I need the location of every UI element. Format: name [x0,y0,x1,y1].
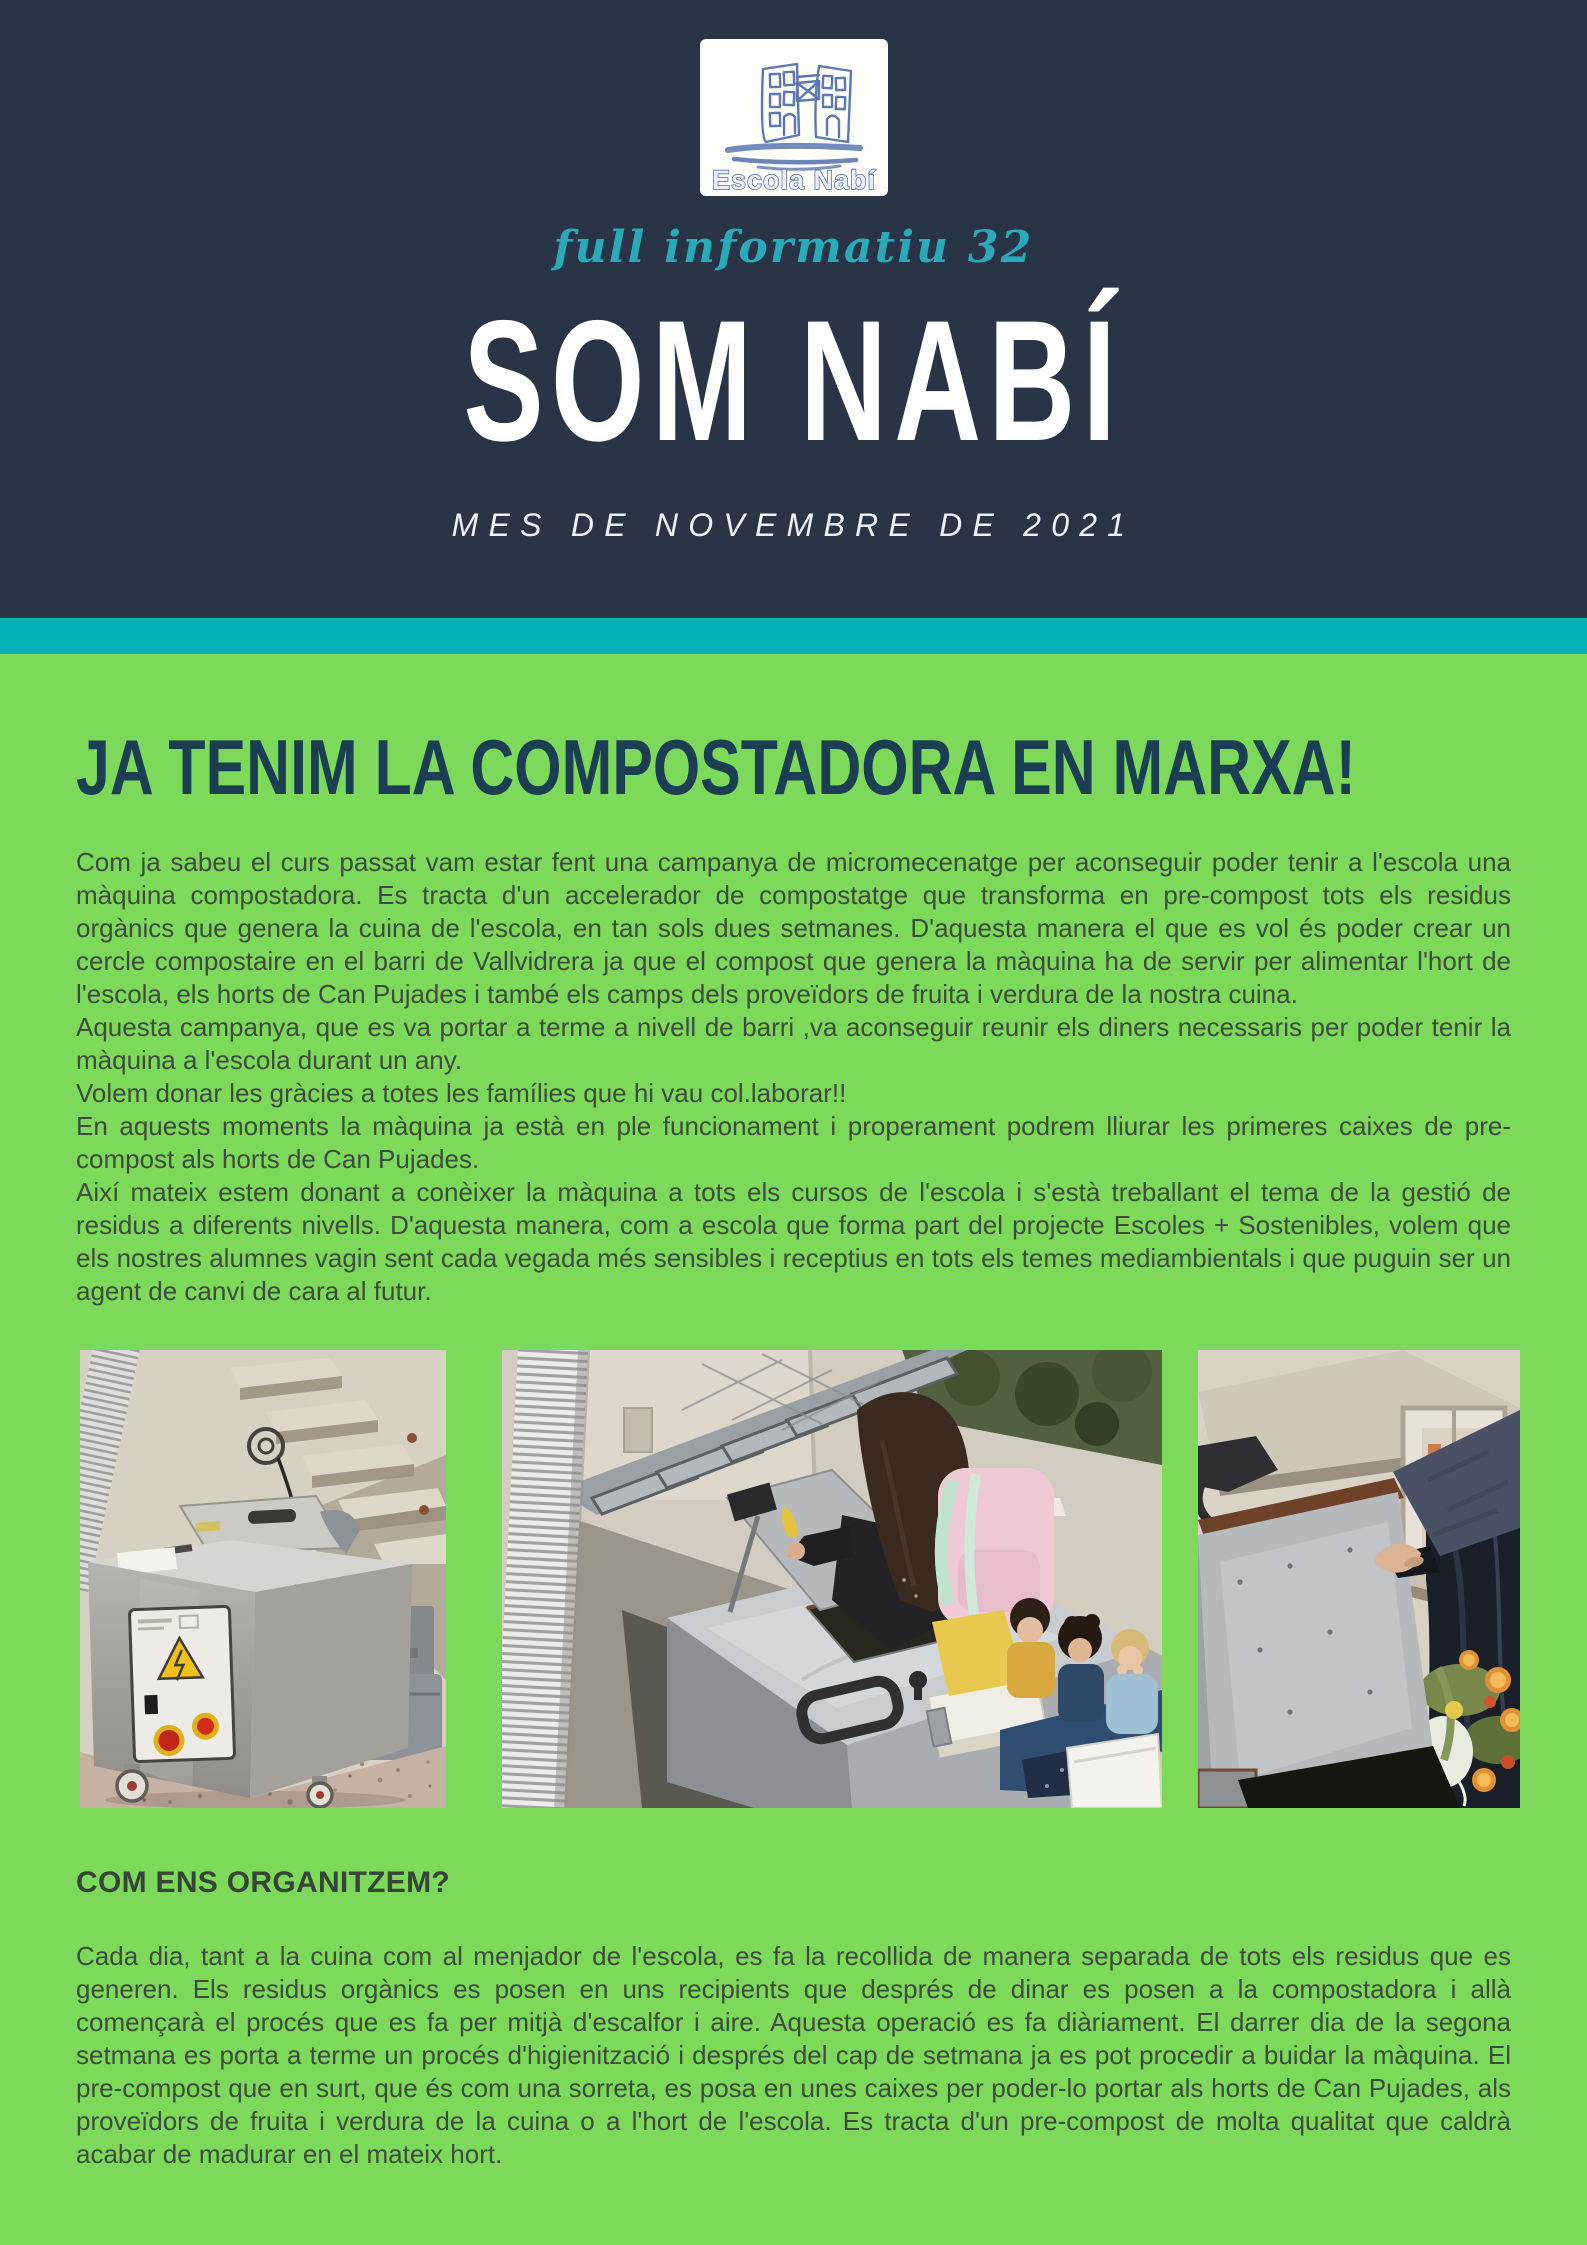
closing-paragraph: Cada dia, tant a la cuina com al menjador de l'escola, es fa la recollida de manera separada de tots els residus que es generen. Els residus orgànics es posen en uns recipients que després de dinar es posen a la compostadora i allà començarà el procés que es fa per mitjà d'escalfor i aire. Aquesta operació es fa diàriament. El darrer dia de la segona setmana es porta a terme un procés d'higienització i després del cap de setmana ja es pot procedir a buidar la màquina. El pre-compost que en surt, que és com una sorreta, es posa en unes caixes per poder-lo portar als horts de Can Pujades, als proveïdors de fruita i verdura de la cuina o a l'hort de l'escola. Es tracta d'un pre-compost de molta qualitat que caldrà acabar de madurar en el mateix hort. [76,1941,1511,2169]
photo3-scene [1198,1350,1520,1808]
issue-kicker: full informatiu 32 [553,222,1034,273]
photo2-scene [502,1350,1162,1808]
organic-waste-bag-photo [1198,1350,1520,1808]
newsletter-header [0,0,1587,618]
students-filling-compost-machine-photo [502,1350,1162,1808]
compost-machine-photo [80,1350,446,1808]
control-panel [129,1606,234,1761]
emergency-stop-button [156,1727,183,1754]
newsletter-title: SOM NABÍ [463,285,1124,477]
school-building-icon [700,39,888,196]
photo1-scene [80,1350,446,1808]
white-crate [1067,1734,1162,1808]
logo-school-name: Escola Nabí [711,165,876,195]
issue-date: MES DE NOVEMBRE DE 2021 [451,507,1136,543]
article-subheading: COM ENS ORGANITZEM? [76,1866,451,1899]
photo-row [80,1350,1511,1808]
paragraph: Volem donar les gràcies a totes les famílies que hi vau col.laborar!! [76,1078,847,1108]
paragraph: Així mateix estem donant a conèixer la màquina a tots els cursos de l'escola i s'està treballant el tema de la gestió de residus a diferents nivells. D'aquesta manera, com a escola que forma part del projecte Escoles + Sostenibles, volem que els nostres alumnes vagin sent cada vegada més sensibles i receptius en tots els temes mediambientals i que puguin ser un agent de canvi de cara al futur. [76,1177,1511,1306]
paragraph: Com ja sabeu el curs passat vam estar fent una campanya de micromecenatge per aconseguir poder tenir a l'escola una màquina compostadora. Es tracta d'un accelerador de compostatge que transforma en pre-compost tots els residus orgànics que genera la cuina de l'escola, en tan sols dues setmanes. D'aquesta manera el que es vol és poder crear un cercle compostaire en el barri de Vallvidrera ja que el compost que genera la màquina ha de servir per alimentar l'hort de l'escola, els horts de Can Pujades i també els camps dels proveïdors de fruita i verdura de la nostra cuina. [76,847,1511,1009]
article [0,723,1587,2171]
teal-divider [0,618,1587,654]
paragraph: En aquests moments la màquina ja està en ple funcionament i properament podrem lliurar les primeres caixes de pre-compost als horts de Can Pujades. [76,1111,1511,1174]
article-headline: JA TENIM LA COMPOSTADORA EN MARXA! [76,723,1356,811]
building-sketch [762,64,851,142]
school-logo [700,39,888,196]
article-body [76,846,1511,1308]
paragraph: Aquesta campanya, que es va portar a terme a nivell de barri ,va aconseguir reunir els diners necessaris per poder tenir la màquina a l'escola durant un any. [76,1012,1511,1075]
